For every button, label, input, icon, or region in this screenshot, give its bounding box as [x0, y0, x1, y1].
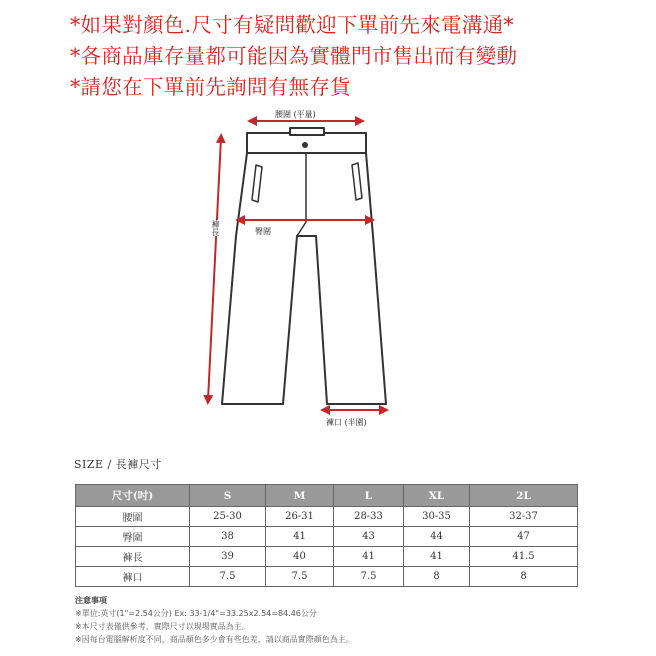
- table-cell: 7.5: [334, 567, 404, 587]
- notice-line-1: *如果對顏色.尺寸有疑問歡迎下單前先來電溝通*: [70, 13, 514, 37]
- note-line: ※本尺寸表僅供參考，實際尺寸以現場實品為主。: [75, 622, 250, 631]
- size-table: [75, 484, 578, 587]
- table-row: [76, 567, 578, 587]
- header-cell-xl: XL: [404, 485, 470, 507]
- length-label: 褲長: [211, 220, 220, 236]
- size-chart-title: SIZE / 長褲尺寸: [74, 458, 162, 471]
- table-cell: 40: [266, 547, 334, 567]
- note-line: ※因每台電腦解析度不同，商品顏色多少會有些色差，請以商品實際顏色為主。: [75, 635, 354, 644]
- table-cell: 8: [470, 567, 578, 587]
- table-header-row: [76, 485, 578, 507]
- row-label: 褲口: [76, 567, 190, 587]
- header-cell-2l: 2L: [470, 485, 578, 507]
- table-cell: 28-33: [334, 507, 404, 527]
- notes-section: [75, 594, 354, 646]
- table-cell: 43: [334, 527, 404, 547]
- table-cell: 25-30: [190, 507, 266, 527]
- table-cell: 41: [266, 527, 334, 547]
- table-cell: 41.5: [470, 547, 578, 567]
- table-cell: 41: [404, 547, 470, 567]
- header-cell-size: 尺寸(吋): [76, 485, 190, 507]
- table-cell: 47: [470, 527, 578, 547]
- notes-title: 注意事項: [75, 596, 107, 605]
- table-cell: 7.5: [190, 567, 266, 587]
- table-cell: 38: [190, 527, 266, 547]
- hem-label: 褲口 (半圍): [326, 418, 367, 427]
- row-label: 褲長: [76, 547, 190, 567]
- row-label: 臀圍: [76, 527, 190, 547]
- table-cell: 7.5: [266, 567, 334, 587]
- table-cell: 39: [190, 547, 266, 567]
- table-row: [76, 507, 578, 527]
- table-row: [76, 527, 578, 547]
- note-line: ※單位:英寸(1"=2.54公分) Ex: 33-1/4"=33.25x2.54=84.46公分: [75, 609, 317, 618]
- pants-outline: [222, 128, 386, 404]
- waist-label: 腰圍 (平量): [275, 110, 316, 119]
- header-cell-s: S: [190, 485, 266, 507]
- button-icon: [302, 142, 308, 148]
- hip-label: 臀圍: [255, 227, 271, 236]
- header-cell-m: M: [266, 485, 334, 507]
- table-cell: 26-31: [266, 507, 334, 527]
- table-cell: 30-35: [404, 507, 470, 527]
- notice-line-3: *請您在下單前先詢問有無存貨: [70, 75, 351, 99]
- table-cell: 41: [334, 547, 404, 567]
- header-cell-l: L: [334, 485, 404, 507]
- table-cell: 32-37: [470, 507, 578, 527]
- table-row: [76, 547, 578, 567]
- table-cell: 44: [404, 527, 470, 547]
- table-cell: 8: [404, 567, 470, 587]
- notice-line-2: *各商品庫存量都可能因為實體門市售出而有變動: [70, 44, 518, 68]
- row-label: 腰圍: [76, 507, 190, 527]
